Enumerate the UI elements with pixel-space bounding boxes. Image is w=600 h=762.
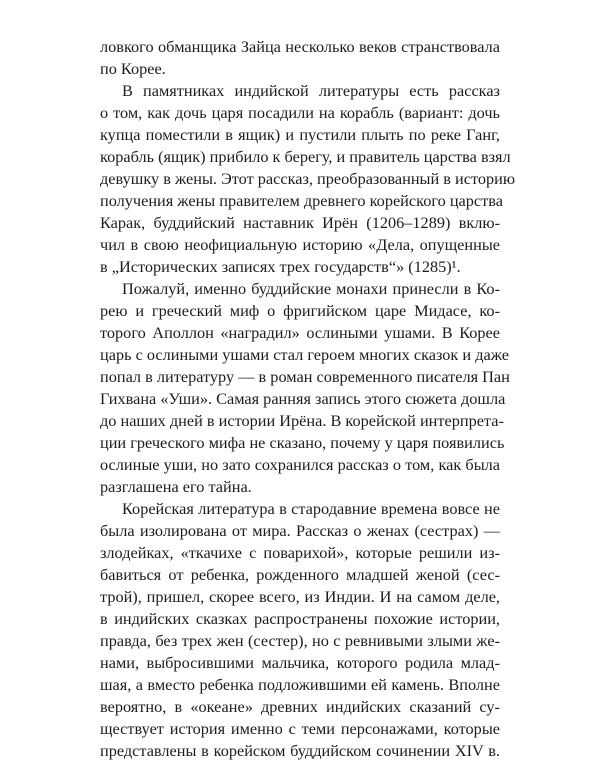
text-line: Гихвана «Уши». Самая ранняя запись этого сюжета дошла — [100, 389, 506, 408]
text-line: торого Аполлон «наградил» ослиными ушами. В Корее — [100, 323, 500, 342]
text-line: Корейская литература в стародавние времена вовсе не — [122, 499, 500, 518]
book-page — [100, 0, 516, 760]
text-line: злодейках, «ткачихе с поварихой», которые решили из- — [100, 543, 500, 562]
text-line: рею и греческий миф о фригийском царе Мидасе, ко- — [100, 301, 500, 320]
text-line: Карак, буддийский наставник Ирён (1206–1289) вклю- — [100, 213, 500, 232]
text-line: была изолирована от мира. Рассказ о женах (сестрах) — — [100, 521, 500, 540]
text-line: Пожалуй, именно буддийские монахи принесли в Ко- — [122, 279, 500, 298]
text-line: по Корее. — [100, 59, 166, 78]
text-line: правда, без трех жен (сестер), но с ревнивыми злыми же- — [100, 631, 500, 650]
text-line: ослиные уши, но зато сохранился рассказ о том, как была — [100, 455, 500, 474]
text-line: вероятно, в «океане» древних индийских сказаний су- — [100, 697, 500, 716]
text-line: бавиться от ребенка, рожденного младшей женой (сес- — [100, 565, 500, 584]
text-line: трой), пришел, скорее всего, из Индии. И на самом деле, — [100, 587, 500, 606]
text-line: в „Исторических записях трех государств“» (1285)¹. — [100, 257, 461, 276]
text-line: девушку в жены. Этот рассказ, преобразованный в историю — [100, 169, 516, 188]
text-line: попал в литературу — в роман современного писателя Пан — [100, 367, 510, 386]
text-line: чил в свою неофициальную историю «Дела, опущенные — [100, 235, 500, 254]
text-line: ции греческого мифа не сказано, почему у царя появились — [100, 433, 505, 452]
text-line: получения жены правителем древнего корейского царства — [100, 191, 503, 210]
text-line: царь с ослиными ушами стал героем многих сказок и даже — [100, 345, 509, 364]
text-line: ществует история именно с теми персонажами, которые — [100, 719, 500, 738]
text-line: до наших дней в истории Ирёна. В корейской интерпрета- — [100, 411, 504, 430]
text-line: купца поместили в ящик) и пустили плыть по реке Ганг, — [100, 125, 500, 144]
text-line: В памятниках индийской литературы есть рассказ — [122, 81, 500, 100]
text-line: в индийских сказках распространены похожие истории, — [100, 609, 500, 628]
text-line: ловкого обманщика Зайца несколько веков странствовала — [100, 37, 500, 56]
text-line: корабль (ящик) прибило к берегу, и правитель царства взял — [100, 147, 511, 166]
text-line: разглашена его тайна. — [100, 477, 252, 496]
text-line: представлены в корейском буддийском сочинении XIV в. — [100, 741, 500, 760]
text-line: нами, выбросившими мальчика, которого родила млад- — [100, 653, 500, 672]
text-line: шая, а вместо ребенка подложившими ей камень. Вполне — [100, 675, 500, 694]
text-line: о том, как дочь царя посадили на корабль (вариант: дочь — [100, 103, 500, 122]
